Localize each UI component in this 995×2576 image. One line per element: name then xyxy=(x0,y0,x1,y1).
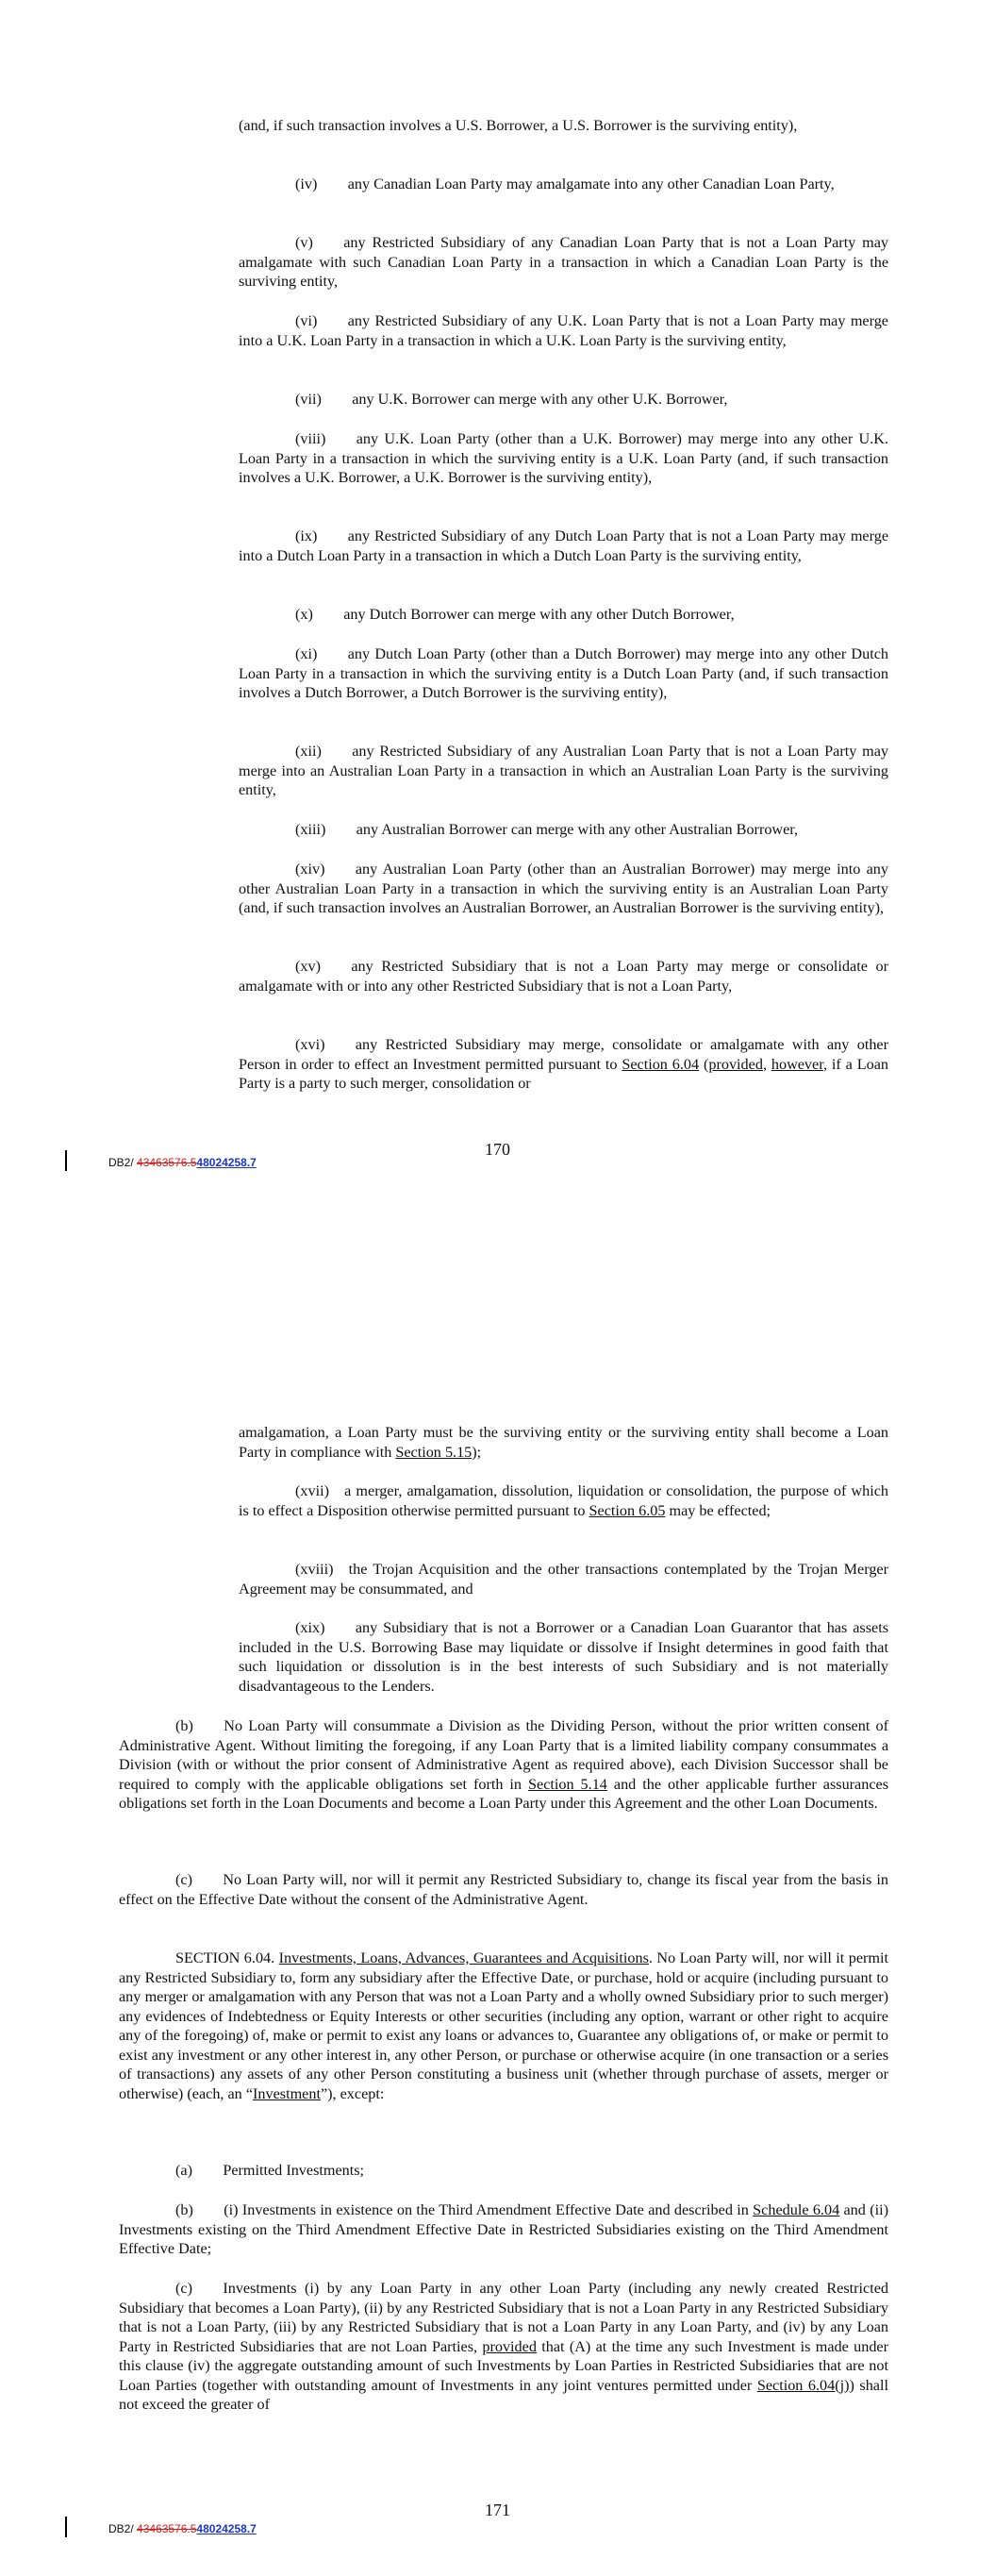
paragraph-6-04-c: (c) Investments (i) by any Loan Party in any other Loan Party (including any newly created Restricted Subsidiary that becomes a Loan Party), (ii) by any Restricted Subsidiary that is not a Loan Party in any Restricted Subsidiary that is not a Loan Party, (iii) by any Restricted Subsidiary that is not a Loan Party in any Loan Party, and (iv) by any Loan Party in Restricted Subsidiaries that are not Loan Parties, provided that (A) at the time any such Investment is made under this clause (iv) the aggregate outstanding amount of such Investments by Loan Parties in Restricted Subsidiaries that are not Loan Parties (together with outstanding amount of Investments in any joint ventures permitted under Section 6.04(j)) shall not exceed the greater of xyxy=(119,2280,888,2413)
change-bar xyxy=(65,1150,67,1171)
paragraph-vi: (vi) any Restricted Subsidiary of any U.K. Loan Party that is not a Loan Party may merge into a U.K. Loan Party in a transaction in which a U.K. Loan Party is the surviving entity, xyxy=(239,312,888,349)
paragraph-c: (c) No Loan Party will, nor will it permit any Restricted Subsidiary to, change its fiscal year from the basis in effect on the Effective Date without the consent of the Administrative Agent. xyxy=(119,1871,888,1908)
paragraph: amalgamation, a Loan Party must be the surviving entity or the surviving entity shall become a Loan Party in compliance with Section 5.15); xyxy=(239,1424,888,1461)
page-171 xyxy=(0,1283,995,2576)
new-doc-id: 48024258.7 xyxy=(196,2522,257,2535)
old-doc-id: 43463576.5 xyxy=(137,2522,197,2535)
paragraph-xvi: (xvi) any Restricted Subsidiary may merge, consolidate or amalgamate with any other Person in order to effect an Investment permitted pursuant to Section 6.04 (provided, however, if a Loan Party is a party to such merger, consolidation or xyxy=(239,1036,888,1092)
paragraph-xv: (xv) any Restricted Subsidiary that is not a Loan Party may merge or consolidate or amalgamate with or into any other Restricted Subsidiary that is not a Loan Party, xyxy=(239,958,888,995)
page-number: 171 xyxy=(485,2501,510,2519)
section-link[interactable]: Section 5.14 xyxy=(528,1775,607,1793)
document-footer: DB2/ 43463576.548024258.7 xyxy=(108,2522,257,2535)
paragraph-xix: (xix) any Subsidiary that is not a Borrower or a Canadian Loan Guarantor that has assets included in the U.S. Borrowing Base may liquidate or dissolve if Insight determines in good faith that such liquidation or dissolution is in the best interests of such Subsidiary and is not materially disadvantageous to the Lenders. xyxy=(239,1619,888,1695)
new-doc-id: 48024258.7 xyxy=(196,1156,257,1169)
paragraph-v: (v) any Restricted Subsidiary of any Canadian Loan Party that is not a Loan Party may amalgamate with such Canadian Loan Party in a transaction in which a Canadian Loan Party is the surviving entity, xyxy=(239,234,888,290)
paragraph-vii: (vii) any U.K. Borrower can merge with any other U.K. Borrower, xyxy=(295,391,728,408)
section-link[interactable]: Section 6.04(j) xyxy=(756,2376,850,2394)
paragraph-xviii: (xviii) the Trojan Acquisition and the other transactions contemplated by the Trojan Merger Agreement may be consummated, and xyxy=(239,1561,888,1597)
paragraph-iv: (iv) any Canadian Loan Party may amalgamate into any other Canadian Loan Party, xyxy=(295,176,835,192)
paragraph: (and, if such transaction involves a U.S. Borrower, a U.S. Borrower is the surviving entity), xyxy=(239,117,798,134)
paragraph-xi: (xi) any Dutch Loan Party (other than a Dutch Borrower) may merge into any other Dutch Loan Party in a transaction in which the surviving entity is a Dutch Loan Party (and, if such transaction involves a Dutch Borrower, a Dutch Borrower is the surviving entity), xyxy=(239,645,888,701)
paragraph-xii: (xii) any Restricted Subsidiary of any Australian Loan Party that is not a Loan Party may merge into an Australian Loan Party in a transaction in which an Australian Loan Party is the surviving entity, xyxy=(239,743,888,798)
paragraph-ix: (ix) any Restricted Subsidiary of any Dutch Loan Party that is not a Loan Party may merge into a Dutch Loan Party in a transaction in which a Dutch Loan Party is the surviving entity, xyxy=(239,527,888,564)
old-doc-id: 43463576.5 xyxy=(137,1156,197,1169)
paragraph-xvii: (xvii) a merger, amalgamation, dissolution, liquidation or consolidation, the purpose of which is to effect a Disposition otherwise permitted pursuant to Section 6.05 may be effected; xyxy=(239,1482,888,1519)
section-title: Investments, Loans, Advances, Guarantees and Acquisitions xyxy=(278,1949,649,1966)
section-link[interactable]: Section 6.04 xyxy=(622,1055,700,1073)
page-170 xyxy=(0,0,995,1283)
document-footer: DB2/ 43463576.548024258.7 xyxy=(108,1156,257,1169)
section-6-04: SECTION 6.04. Investments, Loans, Advances, Guarantees and Acquisitions. No Loan Party will, nor will it permit any Restricted Subsidiary to, form any subsidiary after the Effective Date, or purchase, hold or acquire (including pursuant to any merger or amalgamation with any Person that was not a Loan Party and a wholly owned Subsidiary prior to such merger) any evidences of Indebtedness or Equity Interests or other securities (including any option, warrant or other right to acquire any of the foregoing) of, make or permit to exist any loans or advances to, Guarantee any obligations of, or make or permit to exist any investment or any other interest in, any other Person, or purchase or otherwise acquire (in one transaction or a series of transactions) any assets of any other Person constituting a business unit (whether through purchase of assets, merger or otherwise) (each, an “Investment”), except: xyxy=(119,1949,889,2102)
paragraph-x: (x) any Dutch Borrower can merge with any other Dutch Borrower, xyxy=(295,606,735,623)
paragraph-viii: (viii) any U.K. Loan Party (other than a U.K. Borrower) may merge into any other U.K. Loan Party in a transaction in which the surviving entity is a U.K. Loan Party (and, if such transaction involves a U.K. Borrower, a U.K. Borrower is the surviving entity), xyxy=(239,430,888,486)
paragraph-6-04-a: (a) Permitted Investments; xyxy=(175,2162,365,2179)
section-link[interactable]: Section 5.15 xyxy=(395,1443,473,1461)
change-bar xyxy=(65,2517,67,2537)
schedule-link[interactable]: Schedule 6.04 xyxy=(753,2201,840,2218)
paragraph-xiv: (xiv) any Australian Loan Party (other than an Australian Borrower) may merge into any other Australian Loan Party in a transaction in which the surviving entity is an Australian Loan Party (and, if such transaction involves an Australian Borrower, an Australian Borrower is the surviving entity), xyxy=(239,861,888,916)
section-link[interactable]: Section 6.05 xyxy=(589,1501,666,1519)
paragraph-b: (b) No Loan Party will consummate a Division as the Dividing Person, without the prior written consent of Administrative Agent. Without limiting the foregoing, if any Loan Party that is a limited liability company consummates a Division (with or without the prior consent of Administrative Agent as required above), each Division Successor shall be required to comply with the applicable obligations set forth in Section 5.14 and the other applicable further assurances obligations set forth in the Loan Documents and become a Loan Party under this Agreement and the other Loan Documents. xyxy=(119,1717,888,1812)
page-number: 170 xyxy=(485,1140,510,1159)
paragraph-xiii: (xiii) any Australian Borrower can merge with any other Australian Borrower, xyxy=(295,821,799,838)
paragraph-6-04-b: (b) (i) Investments in existence on the Third Amendment Effective Date and described in Schedule 6.04 and (ii) Investments existing on the Third Amendment Effective Date in Restricted Subsidiaries existing on the Third Amendment Effective Date; xyxy=(119,2201,888,2257)
